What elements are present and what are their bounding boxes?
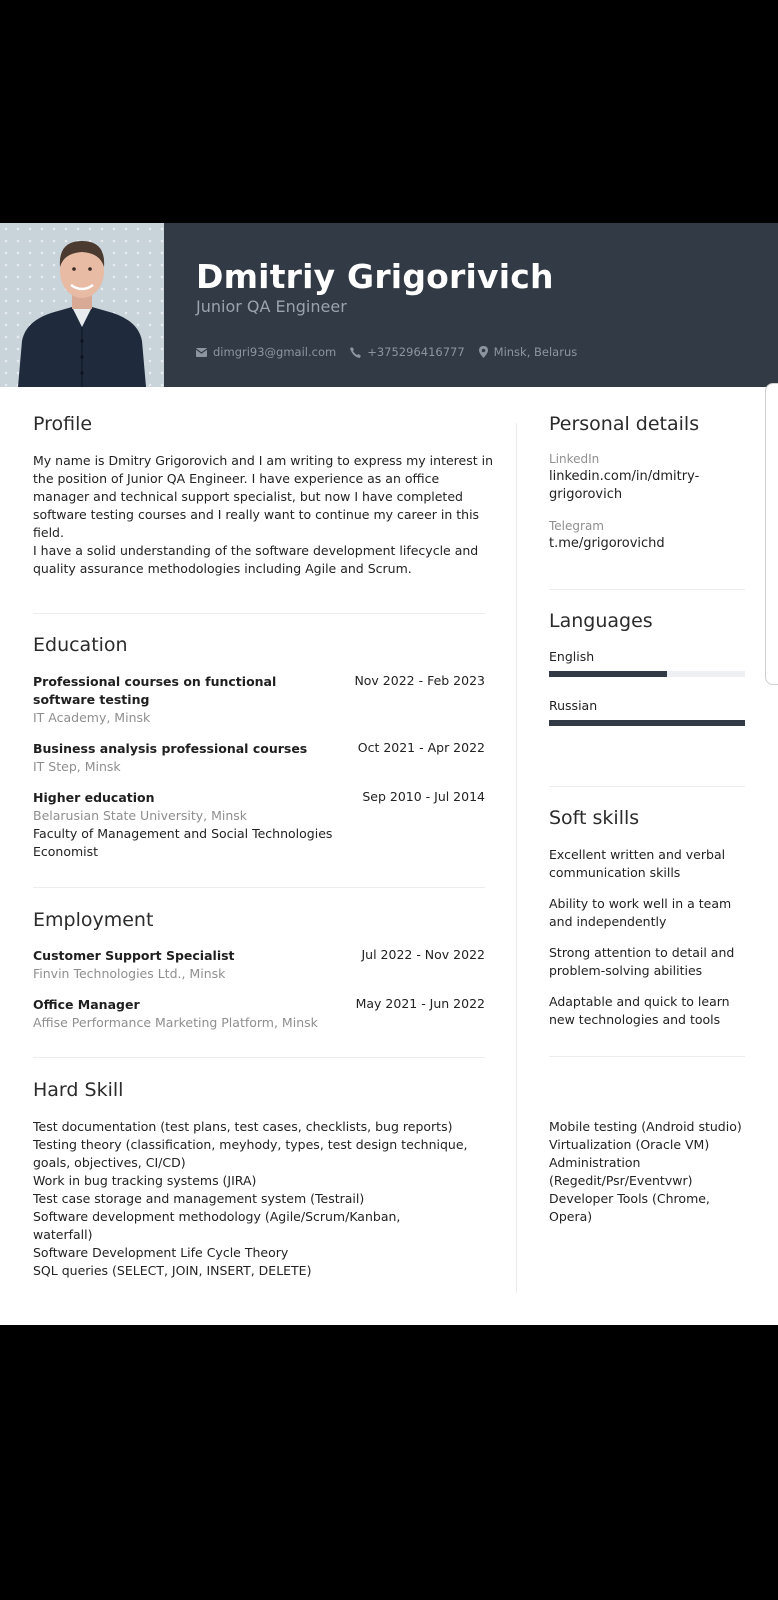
contact-email[interactable]: [196, 345, 336, 359]
employment-heading: Employment: [33, 909, 154, 931]
entry-title: Professional courses on functional software testing: [33, 674, 277, 707]
profile-line: My name is Dmitry Grigorovich and I am writing to express my interest in: [33, 453, 494, 468]
resume-header: [0, 223, 778, 387]
entry-title: Customer Support Specialist: [33, 948, 235, 963]
profile-photo: [0, 223, 164, 387]
linkedin-label: LinkedIn: [549, 452, 600, 466]
section-divider: [549, 786, 745, 787]
section-divider: [33, 613, 485, 614]
entry-date: Nov 2022 - Feb 2023: [354, 673, 485, 688]
soft-skill-line: communication skills: [549, 865, 681, 880]
location-pin-icon: [479, 346, 488, 358]
profile-line: manager and technical support specialist, but now I have completed: [33, 489, 463, 504]
hard-skill-heading: Hard Skill: [33, 1079, 124, 1101]
hard-skill-list-right: [549, 1118, 749, 1226]
email-text: dimgri93@gmail.com: [213, 345, 337, 359]
skill-line: waterfall): [33, 1227, 93, 1242]
entry-place: IT Step, Minsk: [33, 759, 121, 774]
language-level-fill: [549, 671, 667, 677]
linkedin-line: linkedin.com/in/dmitry-: [549, 469, 700, 484]
profile-line: I have a solid understanding of the software development lifecycle and: [33, 543, 479, 558]
contact-phone[interactable]: [350, 345, 464, 359]
entry-place: Belarusian State University, Minsk: [33, 808, 247, 823]
skill-line: Administration: [549, 1155, 641, 1170]
section-divider: [33, 887, 485, 888]
job-title: Junior QA Engineer: [196, 297, 347, 316]
soft-skills-heading: Soft skills: [549, 807, 640, 829]
contact-row: [196, 345, 591, 359]
profile-line: software testing courses and I really want to continue my career in this: [33, 507, 480, 522]
entry-place: Finvin Technologies Ltd., Minsk: [33, 966, 226, 981]
education-heading: Education: [33, 634, 128, 656]
candidate-name: Dmitriy Grigorivich: [196, 257, 554, 296]
soft-skill-line: problem-solving abilities: [549, 963, 703, 978]
section-divider: [33, 1057, 485, 1058]
employment-entry: [33, 996, 485, 1032]
soft-skill-line: Strong attention to detail and: [549, 945, 735, 960]
skill-line: Work in bug tracking systems (JIRA): [33, 1173, 257, 1188]
entry-date: Jul 2022 - Nov 2022: [361, 947, 485, 962]
profile-line: quality assurance methodologies including Agile and Scrum.: [33, 561, 412, 576]
profile-heading: Profile: [33, 413, 93, 435]
skill-line: Opera): [549, 1209, 593, 1224]
skill-line: Mobile testing (Android studio): [549, 1119, 742, 1134]
education-entry: [33, 740, 485, 776]
linkedin-link[interactable]: [549, 468, 739, 504]
entry-place: Affise Performance Marketing Platform, Minsk: [33, 1015, 318, 1030]
soft-skill-line: new technologies and tools: [549, 1012, 721, 1027]
soft-skill-item: [549, 846, 749, 882]
language-item: [549, 648, 745, 677]
personal-details-heading: Personal details: [549, 413, 700, 435]
skill-line: Software development methodology (Agile/Scrum/Kanban,: [33, 1209, 401, 1224]
resume-page: [0, 223, 778, 1325]
section-divider: [549, 1056, 745, 1057]
phone-text: +375296416777: [367, 345, 465, 359]
entry-detail: Faculty of Management and Social Technologies: [33, 826, 333, 841]
section-divider: [549, 589, 745, 590]
contact-location: [479, 345, 578, 359]
skill-line: Test documentation (test plans, test cases, checklists, bug reports): [33, 1119, 453, 1134]
education-entry: [33, 789, 485, 861]
language-name: English: [549, 649, 595, 664]
entry-detail: Economist: [33, 844, 99, 859]
profile-text: [33, 452, 493, 578]
envelope-icon: [196, 348, 207, 357]
phone-icon: [350, 347, 361, 358]
entry-date: Sep 2010 - Jul 2014: [362, 789, 485, 804]
language-name: Russian: [549, 698, 598, 713]
skill-line: Virtualization (Oracle VM): [549, 1137, 710, 1152]
language-level-bar: [549, 720, 745, 726]
languages-heading: Languages: [549, 610, 653, 632]
soft-skill-line: Ability to work well in a team: [549, 896, 732, 911]
telegram-link[interactable]: t.me/grigorovichd: [549, 536, 665, 551]
location-text: Minsk, Belarus: [493, 345, 578, 359]
telegram-label: Telegram: [549, 519, 604, 533]
skill-line: (Regedit/Psr/Eventvwr): [549, 1173, 693, 1188]
hard-skill-list-left: [33, 1118, 493, 1280]
column-divider: [516, 423, 517, 1293]
skill-line: goals, objectives, CI/CD): [33, 1155, 186, 1170]
soft-skill-item: [549, 993, 749, 1029]
language-item: [549, 697, 745, 726]
language-level-bar: [549, 671, 745, 677]
entry-date: May 2021 - Jun 2022: [355, 996, 485, 1011]
skill-line: Testing theory (classification, meyhody, types, test design technique,: [33, 1137, 468, 1152]
soft-skill-item: [549, 895, 749, 931]
soft-skill-line: Excellent written and verbal: [549, 847, 726, 862]
skill-line: Test case storage and management system (Testrail): [33, 1191, 365, 1206]
profile-line: the position of Junior QA Engineer. I have experience as an office: [33, 471, 440, 486]
soft-skill-item: [549, 944, 749, 980]
entry-title: Office Manager: [33, 997, 140, 1012]
entry-title: Higher education: [33, 790, 155, 805]
skill-line: Software Development Life Cycle Theory: [33, 1245, 289, 1260]
entry-title: Business analysis professional courses: [33, 741, 308, 756]
skill-line: Developer Tools (Chrome,: [549, 1191, 710, 1206]
language-level-fill: [549, 720, 745, 726]
soft-skill-line: and independently: [549, 914, 667, 929]
soft-skill-line: Adaptable and quick to learn: [549, 994, 730, 1009]
profile-line: field.: [33, 525, 64, 540]
scroll-handle[interactable]: [765, 383, 778, 685]
employment-entry: [33, 947, 485, 983]
skill-line: SQL queries (SELECT, JOIN, INSERT, DELETE): [33, 1263, 312, 1278]
entry-place: IT Academy, Minsk: [33, 710, 151, 725]
linkedin-line: grigorovich: [549, 487, 623, 502]
entry-date: Oct 2021 - Apr 2022: [357, 740, 485, 755]
education-entry: [33, 673, 485, 727]
